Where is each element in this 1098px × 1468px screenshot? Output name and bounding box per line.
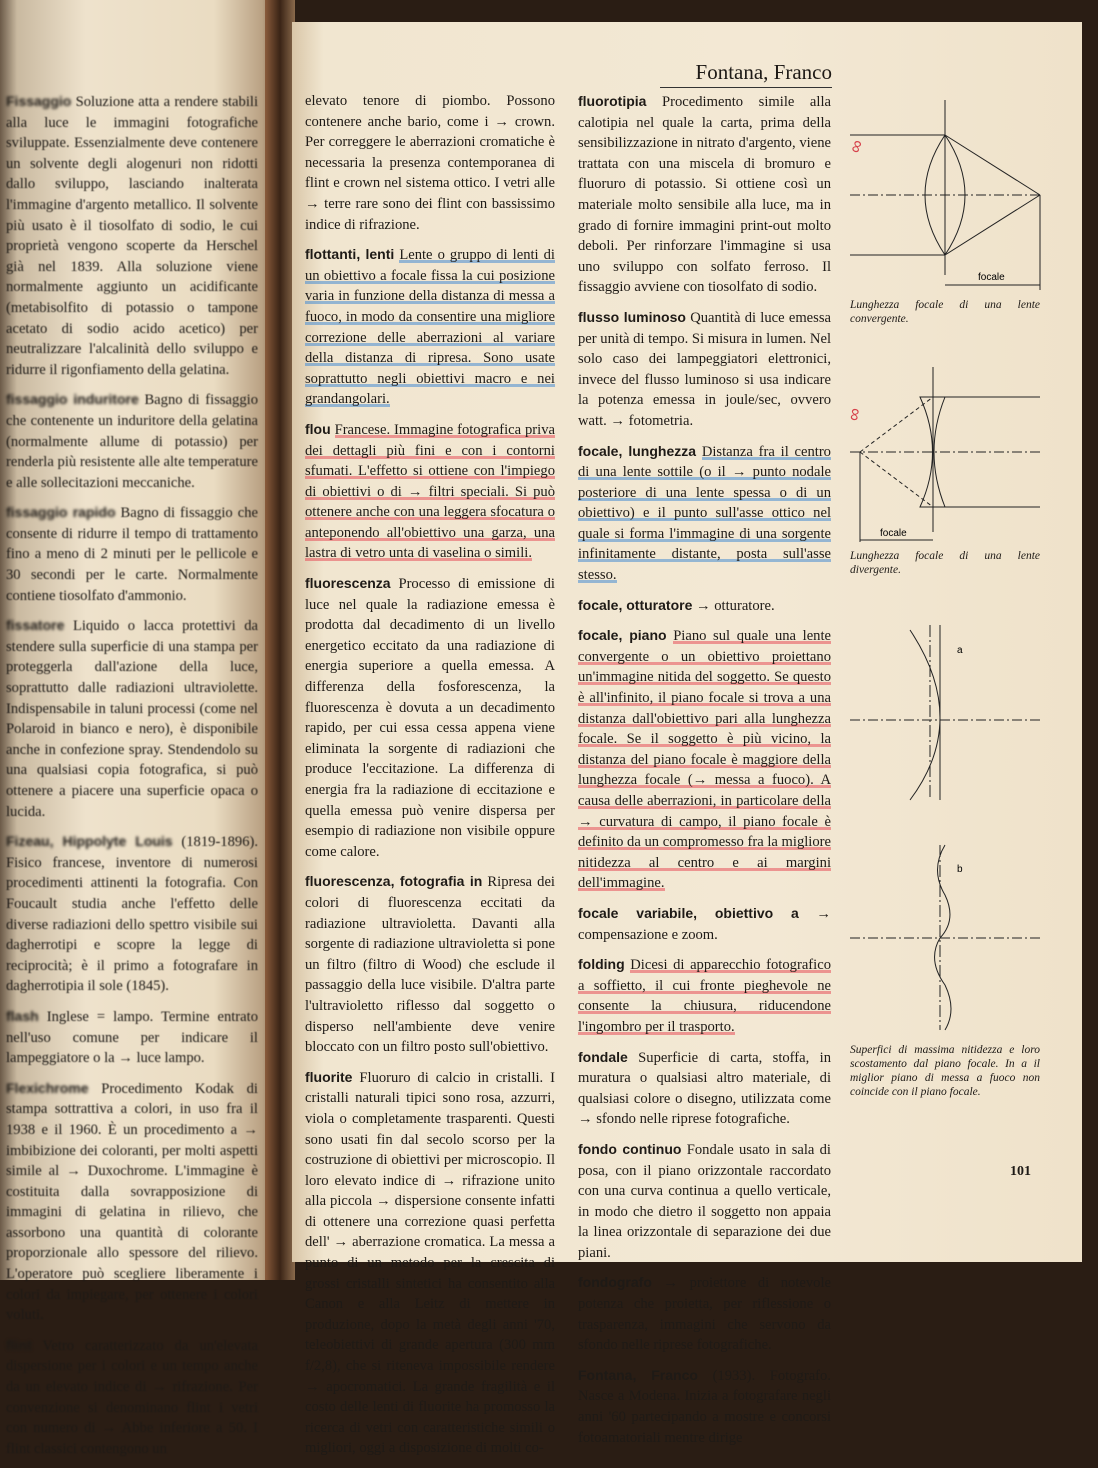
entry-text: Inglese = lampo. Termine entrato nell'uso comune per indicare il lampeggiatore o la → luce lampo.: [6, 1008, 258, 1067]
entry-text: Liquido o lacca protettivi da stendere sulla superficie di una stampa per proteggerla dall'azione della luce, soprattutto dalle radiazioni ultraviolette. Indispensabile in taluni processi (come nel Polaroid in bianco e nero), è disponibile anche in confezione spray. Stendendolo su una qualsiasi copia fotografica, si può ottenere a piacere una superficie opaca o lucida.: [6, 618, 258, 820]
dictionary-entry: [305, 419, 555, 564]
dictionary-entry: [6, 1006, 258, 1069]
dictionary-entry: [578, 1272, 831, 1355]
entry-term: flusso luminoso: [578, 308, 686, 325]
diverging-lens-diagram: [842, 362, 1045, 547]
dictionary-entry: [6, 1335, 258, 1460]
figure-caption: Lunghezza focale di una lente divergente.: [850, 550, 1040, 576]
entry-term: fissaggio rapido: [6, 504, 116, 521]
dictionary-entry: [578, 1139, 831, 1264]
dictionary-entry: [578, 1365, 831, 1448]
entry-text: → otturatore.: [696, 597, 775, 614]
entry-term: focale, otturatore: [578, 596, 693, 613]
entry-text: (1933). Fotografo. Nasce a Modena. Inizia a fotografare negli anni '60 partecipando a mostre e concorsi fotoamatoriali mentre dirige: [578, 1367, 831, 1446]
entry-term: fondografo: [578, 1274, 652, 1291]
entry-term: flash: [6, 1007, 39, 1024]
dictionary-entry: [578, 1047, 831, 1130]
dictionary-entry: [578, 954, 831, 1037]
figure-label-a: a: [957, 645, 963, 656]
focal-length-label: focale: [880, 528, 907, 539]
entry-text: Superficie di carta, stoffa, in muratura o qualsiasi altro materiale, di qualsiasi colore o disegno, utilizzata come → sfondo nelle riprese fotografiche.: [578, 1049, 831, 1128]
entry-text: Soluzione atta a rendere stabili alla luce le immagini fotografiche sviluppate. Essenzialmente deve contenere un solvente degli alogenuri non ridotti dallo sviluppo, lasciando inalterata l'immagine d'argento metallico. Il solvente più usato è il tiosolfato di sodio, le cui proprietà vengono scoperte da Herschel già nel 1839. Alla soluzione viene normalmente aggiunto un acidificante (metabisolfito di potassio o tampone acetato di sodio acido acetico) per neutralizzare l'alcalinità dello sviluppo e ridurre il rigonfiamento della gelatina.: [6, 94, 258, 378]
handwritten-infinity-note: ∞: [842, 406, 865, 423]
entry-term: fondale: [578, 1048, 628, 1065]
entry-text: Francese. Immagine fotografica priva dei dettagli più fini e con i contorni sfumati. L'effetto si ottiene con l'impiego di obiettivi o di → filtri speciali. Si può ottenere anche con una leggera sfocatura o anteponendo all'obiettivo una garza, una lastra di vetro unta di vaselina o simili.: [305, 421, 555, 562]
entry-term: flottanti, lenti: [305, 246, 395, 263]
entry-term: fluorite: [305, 1068, 353, 1085]
entry-text: Quantità di luce emessa per unità di tempo. Si misura in lumen. Nel solo caso dei lampeggiatori elettronici, invece del flusso luminoso si usa indicare la potenza emessa in joule/sec, ovvero watt. → fotometria.: [578, 309, 832, 429]
entry-text: Bagno di fissaggio che consente di ridurre il tempo di trattamento fino a meno di 2 minuti per le pellicole e 30 secondi per le carte. Normalmente contiene tiosolfato d'ammonio.: [6, 505, 258, 604]
figure-caption: Lunghezza focale di una lente convergente.: [850, 299, 1040, 325]
dictionary-entry: [578, 625, 831, 894]
entry-text: elevato tenore di piombo. Possono contenere anche bario, come i → crown. Per correggere le aberrazioni cromatiche è necessaria la presenza contemporanea di flint e crown nel sistema ottico. I vetri alle → terre rare sono dei flint con bassissimo indice di rifrazione.: [305, 93, 555, 233]
focal-plane-curvature-diagram: [845, 620, 1045, 1040]
running-title: Fontana, Franco: [660, 60, 832, 88]
figure-caption: Superfici di massima nitidezza e loro scostamento dal piano focale. In a il miglior piano di messa a fuoco non coincide con il piano focale.: [850, 1044, 1040, 1098]
handwritten-infinity-note: ∞: [844, 136, 868, 156]
entry-text: Bagno di fissaggio che contenente un induritore della gelatina (normalmente allume di potassio) per renderla più resistente alle alte temperature e alle sollecitazioni meccaniche.: [6, 392, 258, 491]
entry-text: Piano sul quale una lente convergente o un obiettivo proiettano un'immagine nitida del soggetto. Se questo è all'infinito, il piano focale si trova a una distanza dall'obiettivo pari alla lunghezza focale. Se il soggetto è più vicino, la distanza del piano focale è maggiore della lunghezza focale (→ messa a fuoco). A causa delle aberrazioni, in particolare della → curvatura di campo, il piano focale è definito da un compromesso fra la migliore nitidezza al centro e ai margini dell'immagine.: [578, 628, 831, 892]
entry-term: fluorescenza: [305, 575, 391, 592]
dictionary-entry: [305, 573, 555, 862]
dictionary-entry: [578, 903, 831, 945]
entry-term: fissaggio induritore: [6, 391, 139, 408]
entry-text: Processo di emissione di luce nel quale la radiazione emessa è prodotta dal decadimento di un livello energetico eccitato da una radiazione di energia superiore a quella emessa. A differenza della fosforescenza, la fluorescenza è dovuta a un decadimento rapido, per cui essa cessa appena viene eliminata la sorgente di radiazioni che produce l'eccitazione. La differenza di energia fra la radiazione di eccitazione e quella emessa può venire dispersa per esempio di radiazione non visibile oppure come calore.: [305, 576, 555, 860]
dictionary-entry: [6, 389, 258, 493]
entry-text: Fondale usato in sala di posa, con il piano orizzontale raccordato con una curva continua a quello verticale, in modo che dietro il soggetto non appaia la linea orizzontale di separazione dei due piani.: [578, 1141, 831, 1261]
page-number: 101: [1010, 1164, 1031, 1179]
entry-text: Dicesi di apparecchio fotografico a soffietto, il cui fronte pieghevole ne consente la chiusura, riducendone l'ingombro per il trasporto.: [578, 957, 831, 1035]
dictionary-entry: [6, 502, 258, 606]
dictionary-entry: [6, 831, 258, 997]
entry-term: folding: [578, 956, 625, 973]
entry-term: Flexichrome: [6, 1079, 89, 1096]
entry-text: (1819-1896). Fisico francese, inventore di numerosi procedimenti attinenti la fotografia. Con Foucault studia anche l'effetto delle diverse radiazioni dello spettro visibile sui dagherrotipi e scopre la legge di reciprocità; è il primo a fotografare in dagherrotipia il sole (1845).: [6, 834, 258, 995]
right-column: [578, 91, 831, 1457]
dictionary-entry: [578, 91, 831, 298]
dictionary-entry: [305, 91, 555, 235]
dictionary-entry: [6, 615, 258, 822]
entry-term: fluorotipia: [578, 93, 647, 109]
entry-text: Vetro caratterizzato da un'elevata dispersione per i colori e un tempo anche da un elevato indice di → rifrazione. Per convenzione si denominano flint i vetri con numero di → Abbe inferiore a 50. I flint classici contengono un: [6, 1337, 258, 1457]
entry-text: Lente o gruppo di lenti di un obiettivo a focale fissa la cui posizione varia in funzione della distanza di messa a fuoco, in modo da consentire una migliore correzione delle aberrazioni al variare della distanza di ripresa. Sono usate soprattutto negli obiettivi macro e nei grandangolari.: [305, 247, 555, 408]
converging-lens-diagram: [845, 95, 1045, 295]
entry-text: → compensazione e zoom.: [578, 905, 832, 943]
entry-term: flint: [6, 1336, 32, 1353]
dictionary-entry: [578, 307, 831, 432]
entry-term: Fissaggio: [6, 93, 72, 109]
entry-term: fissatore: [6, 617, 65, 634]
entry-term: focale, piano: [578, 627, 667, 644]
dictionary-entry: [6, 91, 258, 380]
dictionary-entry: [305, 871, 555, 1057]
entry-term: focale, lunghezza: [578, 442, 697, 459]
figure-label-b: b: [957, 864, 963, 875]
middle-column: [305, 91, 555, 1468]
dictionary-entry: [305, 1067, 555, 1459]
entry-term: fluorescenza, fotografia in: [305, 873, 483, 890]
book-gutter: [265, 0, 295, 1280]
entry-term: fondo continuo: [578, 1140, 682, 1157]
entry-term: Fizeau, Hippolyte Louis: [6, 833, 173, 850]
entry-term: flou: [305, 420, 331, 437]
focal-length-label: focale: [978, 272, 1005, 283]
dictionary-entry: [578, 441, 831, 586]
entry-text: Ripresa dei colori di fluorescenza eccitati da radiazione ultravioletta. Davanti alla sorgente di radiazione ultravioletta si pone un filtro (filtro di Wood) che esclude il passaggio della luce visibile. D'altra parte l'ultravioletto riflesso dal soggetto o disperso nell'ambiente deve venire bloccato con un filtro posto sull'obiettivo.: [305, 874, 555, 1056]
entry-text: Fluoruro di calcio in cristalli. I cristalli naturali tipici sono rosa, azzurri, viola o completamente trasparenti. Questi sono usati fin dal secolo scorso per la costruzione di obiettivi per microscopio. Il loro elevato indice di → rifrazione unito alla piccola → dispersione consente infatti di ottenere una correzione quasi perfetta dell' → aberrazione cromatica. La messa a punto di un metodo per la crescita di grossi cristalli sintetici ha consentito alla Canon e alla Leitz di mettere in produzione, dopo la metà degli anni '70, teleobiettivi di grande apertura (300 mm f/2,8), che si riteneva impossibile rendere → apocromatici. La grande fragilità e il costo delle lenti di fluorite ha promosso la ricerca di vetri con caratteristiche simili o migliori, oggi a disposizione di molti co-: [305, 1069, 556, 1457]
entry-text: Procedimento simile alla calotipia nel quale la carta, prima della sensibilizzazione in nitrato d'argento, viene trattata con una miscela di bromuro e fluoruro di potassio. Si ottiene così un materiale molto sensibile alla luce, ma in grado di fornire immagini print-out molto deboli. Per rinforzare l'immagine si usa uno sviluppo con solfato ferroso. Il fissaggio avviene con tiosolfato di sodio.: [578, 94, 831, 296]
dictionary-entry: [305, 244, 555, 410]
entry-term: focale variabile, obiettivo a: [578, 904, 799, 921]
dictionary-entry: [6, 1078, 258, 1326]
left-column: [6, 91, 258, 1468]
entry-text: Procedimento Kodak di stampa sottrattiva a colori, in uso fra il 1938 e il 1960. È un procedimento a → imbibizione dei coloranti, per molti aspetti simile al → Duxochrome. L'immagine è costituita dalla sovrapposizione di immagini di gelatina in rilievo, che assorbono una quantità di colorante proporzionale allo spessore del rilievo. L'operatore può scegliere liberamente i colori da impiegare, per ottenere i colori voluti.: [6, 1080, 258, 1324]
entry-term: Fontana, Franco: [578, 1366, 698, 1383]
entry-text: → proiettore di notevole potenza che proietta, per riflessione o trasparenza, immagini che servono da sfondo nelle riprese fotografiche.: [578, 1275, 831, 1354]
entry-text: Distanza fra il centro di una lente sottile (o il → punto nodale posteriore di una lente spessa o di un obiettivo) e il punto sull'asse ottico nel quale si forma l'immagine di una sorgente infinitamente distante, posta sull'asse stesso.: [578, 443, 831, 584]
dictionary-entry: [578, 595, 831, 617]
